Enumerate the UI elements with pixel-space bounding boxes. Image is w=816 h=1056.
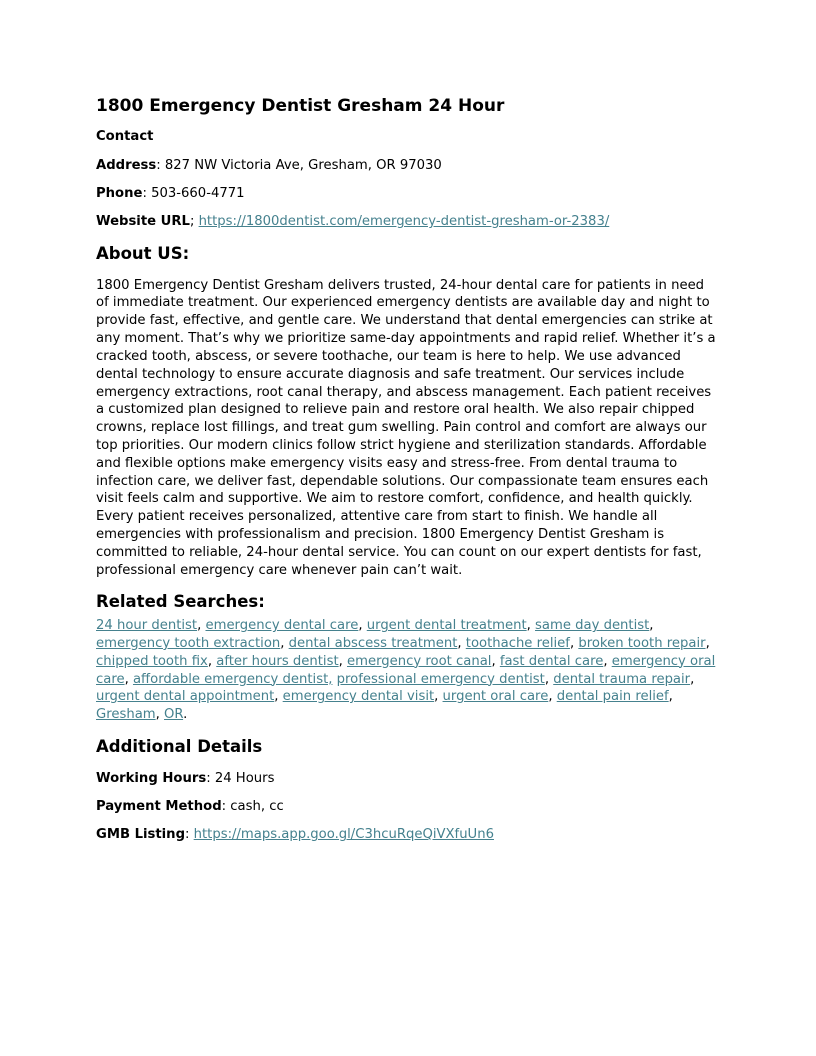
related-search-link[interactable]: dental trauma repair: [553, 671, 691, 687]
contact-fields: [96, 157, 720, 231]
related-searches-links: 24 hour dentist, emergency dental care, urgent dental treatment, same day dentist, emergency tooth extraction, dental abscess treatment, toothache relief, broken tooth repair, chipped tooth fix, after hours dentist, emergency root canal, fast dental care, emergency oral care, affordable emergency dentist, professional emergency dentist, dental trauma repair, urgent dental appointment, emergency dental visit, urgent oral care, dental pain relief, Gresham, OR.: [96, 618, 716, 723]
about-heading: About US:: [96, 244, 190, 263]
related-search-link[interactable]: emergency root canal: [347, 653, 492, 669]
related-search-link[interactable]: dental abscess treatment: [288, 635, 458, 651]
related-search-link[interactable]: emergency oral care: [96, 653, 716, 687]
related-search-link[interactable]: Gresham: [96, 707, 156, 723]
details-field-value: cash, cc: [230, 798, 284, 814]
contact-field-value: 827 NW Victoria Ave, Gresham, OR 97030: [164, 157, 442, 173]
contact-field-label: Website URL: [96, 214, 190, 230]
contact-field-value: 503-660-4771: [151, 185, 245, 201]
contact-heading: Contact: [96, 129, 154, 145]
related-search-link[interactable]: 24 hour dentist: [96, 618, 198, 634]
related-search-link[interactable]: urgent dental treatment: [366, 618, 527, 634]
details-field-label: GMB Listing: [96, 827, 186, 843]
related-search-link[interactable]: fast dental care: [499, 653, 604, 669]
details-field-row: GMB Listing: https://maps.app.goo.gl/C3hcuRqeQiVXfuUn6: [96, 827, 494, 843]
details-fields: [96, 770, 720, 844]
related-searches-heading: Related Searches:: [96, 592, 265, 612]
contact-field-row: Address: 827 NW Victoria Ave, Gresham, OR 97030: [96, 157, 442, 173]
related-search-link[interactable]: dental pain relief: [556, 689, 669, 705]
related-search-link[interactable]: urgent oral care: [442, 689, 549, 705]
related-search-link[interactable]: broken tooth repair: [578, 635, 706, 651]
contact-field-label: Phone: [96, 185, 143, 201]
details-field-row: Payment Method: cash, cc: [96, 798, 284, 814]
related-search-link[interactable]: OR: [164, 707, 184, 723]
contact-field-row: Website URL; https://1800dentist.com/emergency-dentist-gresham-or-2383/: [96, 214, 610, 230]
details-field-row: Working Hours: 24 Hours: [96, 770, 275, 786]
related-search-link[interactable]: after hours dentist: [216, 653, 339, 669]
related-search-link[interactable]: affordable emergency dentist,: [132, 671, 333, 687]
details-field-value: 24 Hours: [214, 770, 275, 786]
additional-details-heading: Additional Details: [96, 736, 263, 756]
page-title: 1800 Emergency Dentist Gresham 24 Hour: [96, 96, 505, 116]
about-paragraph: 1800 Emergency Dentist Gresham delivers trusted, 24-hour dental care for patients in need of immediate treatment. Our experienced emergency dentists are available day and night to provide fast, effective, and gentle care. We understand that dental emergencies can strike at any moment. That’s why we prioritize same-day appointments and rapid relief. Whether it’s a cracked tooth, abscess, or severe toothache, our team is here to help. We use advanced dental technology to ensure accurate diagnosis and safe treatment. Our services include emergency extractions, root canal therapy, and abscess management. Each patient receives a customized plan designed to relieve pain and restore oral health. We also repair chipped crowns, replace lost fillings, and treat gum swelling. Pain control and comfort are always our top priorities. Our modern clinics follow strict hygiene and sterilization standards. Affordable and flexible options make emergency visits easy and stress-free. From dental trauma to infection care, we deliver fast, dependable solutions. Our compassionate team ensures each visit feels calm and supportive. We aim to restore comfort, confidence, and health quickly. Every patient receives personalized, attentive care from start to finish. We handle all emergencies with professionalism and precision. 1800 Emergency Dentist Gresham is committed to reliable, 24-hour dental service. You can count on our expert dentists for fast, professional emergency care whenever pain can’t wait.: [96, 277, 716, 578]
related-search-link[interactable]: toothache relief: [465, 635, 570, 651]
related-search-link[interactable]: same day dentist: [535, 618, 650, 634]
related-search-link[interactable]: emergency dental care: [205, 618, 359, 634]
related-search-link[interactable]: urgent dental appointment: [96, 689, 275, 705]
contact-field-label: Address: [96, 157, 157, 173]
contact-field-row: Phone: 503-660-4771: [96, 185, 245, 201]
related-search-link[interactable]: chipped tooth fix: [96, 653, 208, 669]
related-search-link[interactable]: emergency tooth extraction: [96, 635, 281, 651]
details-field-link[interactable]: https://maps.app.goo.gl/C3hcuRqeQiVXfuUn6: [193, 827, 494, 843]
related-search-link[interactable]: professional emergency dentist: [336, 671, 545, 687]
details-field-label: Payment Method: [96, 798, 222, 814]
related-search-link[interactable]: emergency dental visit: [282, 689, 435, 705]
contact-field-link[interactable]: https://1800dentist.com/emergency-dentist-gresham-or-2383/: [198, 214, 610, 230]
details-field-label: Working Hours: [96, 770, 207, 786]
